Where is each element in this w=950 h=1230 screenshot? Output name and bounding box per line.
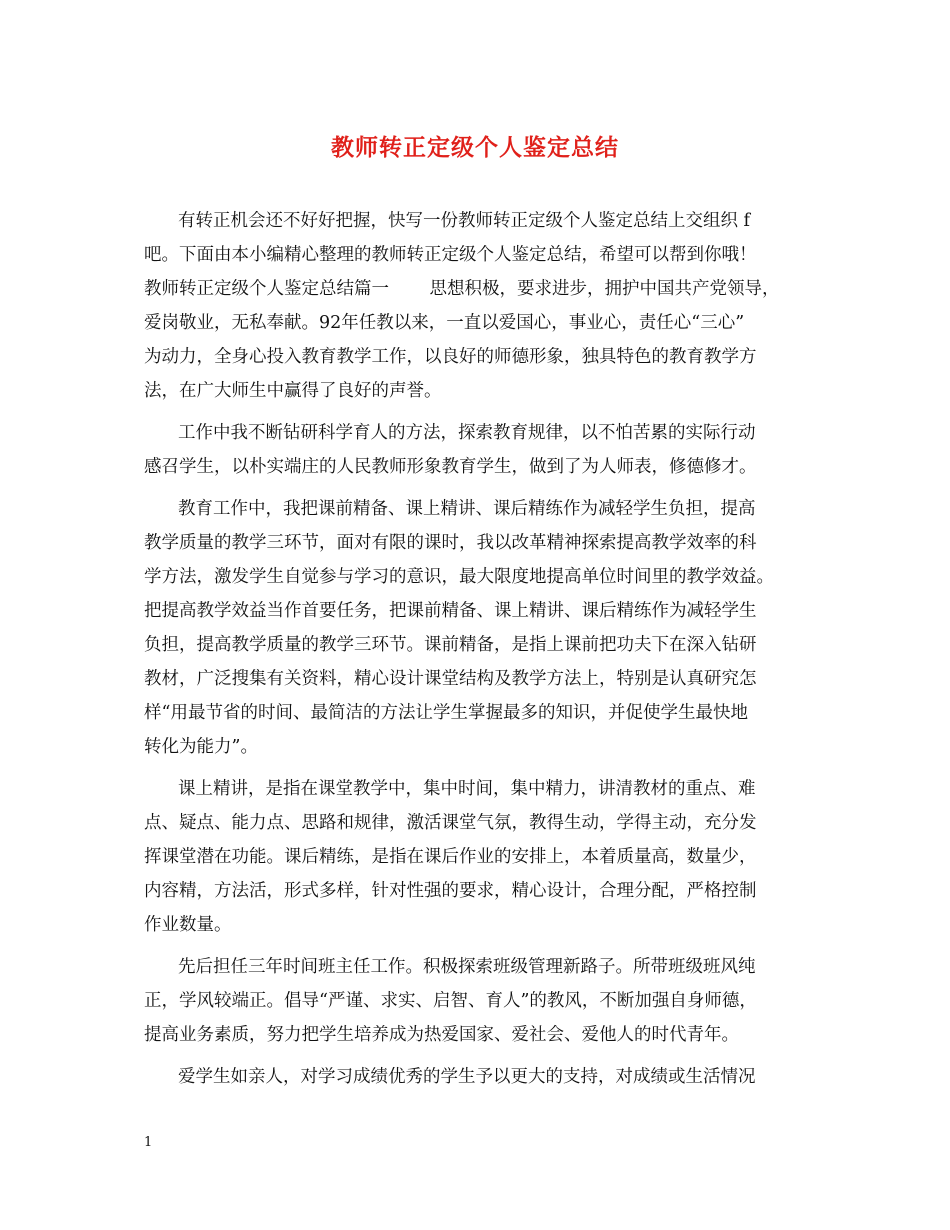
paragraph-line: 学方法，激发学生自觉参与学习的意识，最大限度地提高单位时间里的教学效益。 xyxy=(144,567,774,587)
paragraph-line: 提高业务素质，努力把学生培养成为热爱国家、爱社会、爱他人的时代青年。 xyxy=(144,1025,739,1045)
paragraph-line: 作业数量。 xyxy=(144,915,232,935)
paragraph-line: 负担，提高教学质量的教学三环节。课前精备，是指上课前把功夫下在深入钻研 xyxy=(144,635,757,655)
paragraph-line: 课上精讲，是指在课堂教学中，集中时间，集中精力，讲清教材的重点、难 xyxy=(178,779,756,799)
paragraph-line: 法，在广大师生中赢得了良好的声誉。 xyxy=(144,381,442,401)
paragraph-line: 有转正机会还不好好把握，快写一份教师转正定级个人鉴定总结上交组织 f xyxy=(178,211,751,231)
paragraph-line: 教师转正定级个人鉴定总结篇一 思想积极，要求进步，拥护中国共产党领导， xyxy=(144,279,780,299)
paragraph-line: 转化为能力”。 xyxy=(144,737,258,757)
paragraph-line: 感召学生，以朴实端庄的人民教师形象教育学生，做到了为人师表，修德修才。 xyxy=(144,457,757,477)
page-number: 1 xyxy=(144,1135,153,1150)
paragraph-line: 教材，广泛搜集有关资料，精心设计课堂结构及教学方法上，特别是认真研究怎 xyxy=(144,669,757,689)
paragraph-line: 爱学生如亲人，对学习成绩优秀的学生予以更大的支持，对成绩或生活情况 xyxy=(178,1067,756,1087)
paragraph-line: 先后担任三年时间班主任工作。积极探索班级管理新路子。所带班级班风纯 xyxy=(178,957,756,977)
paragraph-line: 把提高教学效益当作首要任务，把课前精备、课上精讲、课后精练作为减轻学生 xyxy=(144,601,757,621)
document-title: 教师转正定级个人鉴定总结 xyxy=(331,134,619,161)
paragraph-line: 教学质量的教学三环节，面对有限的课时，我以改革精神探索提高教学效率的科 xyxy=(144,533,757,553)
paragraph-line: 工作中我不断钻研科学育人的方法，探索教育规律，以不怕苦累的实际行动 xyxy=(178,423,756,443)
paragraph-line: 为动力，全身心投入教育教学工作，以良好的师德形象，独具特色的教育教学方 xyxy=(144,347,757,367)
paragraph-line: 点、疑点、能力点、思路和规律，激活课堂气氛，教得生动，学得主动，充分发 xyxy=(144,813,757,833)
paragraph-line: 正，学风较端正。倡导“严谨、求实、启智、育人”的教风，不断加强自身师德， xyxy=(144,991,757,1011)
paragraph-line: 吧。下面由本小编精心整理的教师转正定级个人鉴定总结，希望可以帮到你哦！ xyxy=(144,245,757,265)
paragraph-line: 爱岗敬业，无私奉献。92年任教以来，一直以爱国心，事业心，责任心“三心” xyxy=(144,313,745,333)
paragraph-line: 教育工作中，我把课前精备、课上精讲、课后精练作为减轻学生负担，提高 xyxy=(178,499,756,519)
paragraph-line: 样“用最节省的时间、最简洁的方法让学生掌握最多的知识，并促使学生最快地 xyxy=(144,703,748,723)
paragraph-line: 内容精，方法活，形式多样，针对性强的要求，精心设计，合理分配，严格控制 xyxy=(144,881,757,901)
paragraph-line: 挥课堂潜在功能。课后精练，是指在课后作业的安排上，本着质量高，数量少， xyxy=(144,847,757,867)
